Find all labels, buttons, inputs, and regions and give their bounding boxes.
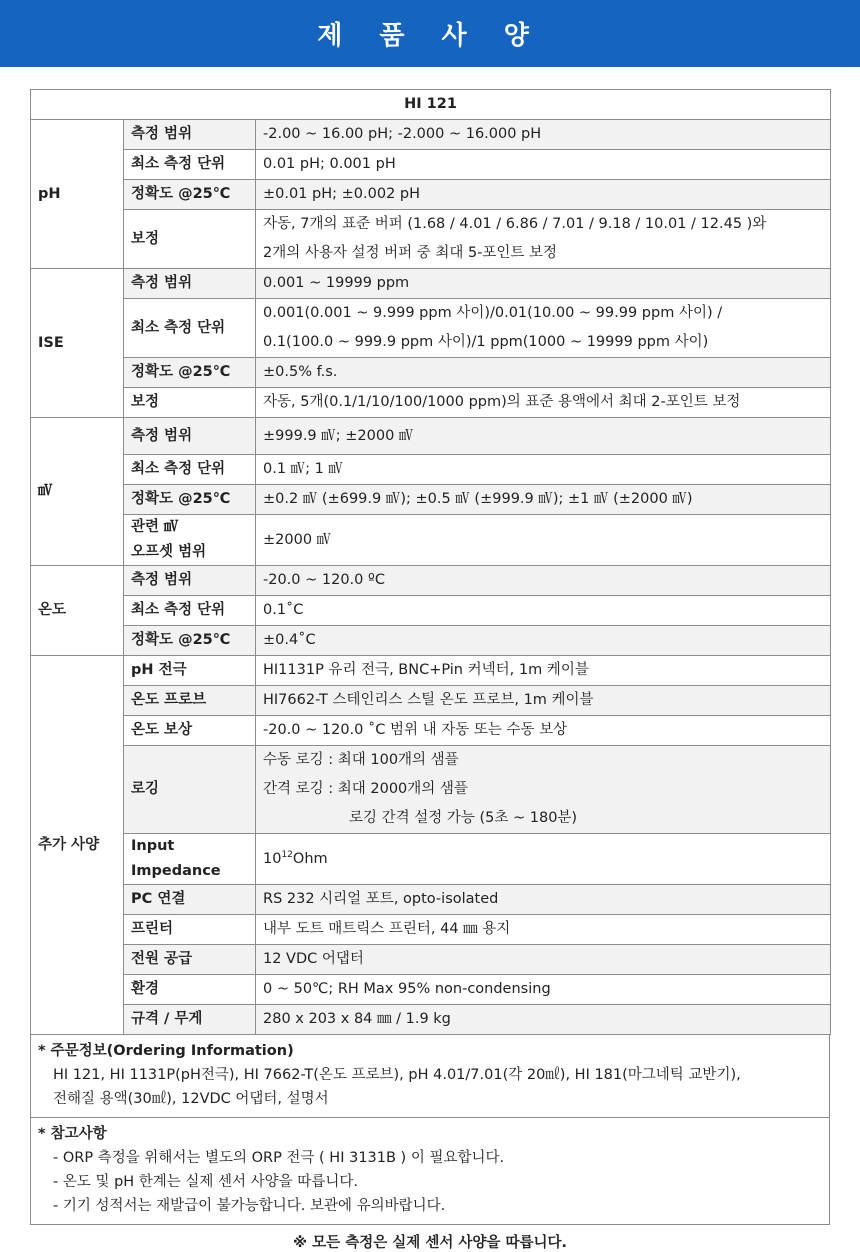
spec-value-line: 0.1(100.0 ~ 999.9 ppm 사이)/1 ppm(1000 ~ 19999 ppm 사이) (263, 334, 709, 350)
spec-label-line: 오프셋 범위 (131, 544, 207, 560)
table-row (31, 418, 831, 455)
table-row (31, 90, 831, 120)
spec-value: -20.0 ~ 120.0 ˚C 범위 내 자동 또는 수동 보상 (256, 716, 831, 746)
table-row (31, 626, 831, 656)
spec-value: ±999.9 ㎷; ±2000 ㎷ (256, 418, 831, 455)
table-row (31, 716, 831, 746)
spec-label: 정확도 @25℃ (124, 180, 256, 210)
spec-value: -20.0 ~ 120.0 ºC (256, 566, 831, 596)
model-header: HI 121 (31, 90, 831, 120)
spec-value: 0.001 ~ 19999 ppm (256, 269, 831, 299)
spec-value (256, 299, 831, 358)
impedance-unit: Ohm (292, 850, 328, 867)
spec-value (256, 746, 831, 834)
spec-value: 0.1 ㎷; 1 ㎷ (256, 455, 831, 485)
ordering-title: * 주문정보(Ordering Information) (38, 1043, 294, 1059)
table-row (31, 566, 831, 596)
spec-label: 정확도 @25℃ (124, 358, 256, 388)
spec-value-line: 자동, 7개의 표준 버퍼 (1.68 / 4.01 / 6.86 / 7.01 / 9.18 / 10.01 / 12.45 )와 (263, 216, 767, 232)
spec-label: 규격 / 무게 (124, 1005, 256, 1035)
table-row (31, 515, 831, 566)
spec-value: ±0.2 ㎷ (±699.9 ㎷); ±0.5 ㎷ (±999.9 ㎷); ±1 ㎷ (±2000 ㎷) (256, 485, 831, 515)
table-row (31, 656, 831, 686)
table-row (31, 596, 831, 626)
spec-label: 측정 범위 (124, 418, 256, 455)
table-row (31, 1005, 831, 1035)
notes-line: - ORP 측정을 위해서는 별도의 ORP 전극 ( HI 3131B ) 이 필요합니다. (53, 1150, 505, 1166)
spec-label: 온도 프로브 (124, 686, 256, 716)
spec-value: ±0.5% f.s. (256, 358, 831, 388)
table-row (31, 150, 831, 180)
reference-notes (30, 1118, 830, 1225)
spec-value: ±0.01 pH; ±0.002 pH (256, 180, 831, 210)
table-row (31, 299, 831, 358)
spec-label: pH 전극 (124, 656, 256, 686)
spec-value: 0.01 pH; 0.001 pH (256, 150, 831, 180)
spec-label-line: 관련 ㎷ (131, 519, 179, 535)
spec-table (30, 89, 831, 1035)
ordering-info (30, 1035, 830, 1118)
spec-label: 최소 측정 단위 (124, 596, 256, 626)
spec-value: -2.00 ~ 16.00 pH; -2.000 ~ 16.000 pH (256, 120, 831, 150)
table-row (31, 358, 831, 388)
table-row (31, 885, 831, 915)
spec-label: 전원 공급 (124, 945, 256, 975)
table-row (31, 455, 831, 485)
spec-label: 정확도 @25℃ (124, 485, 256, 515)
spec-label-line: Input (131, 838, 175, 854)
spec-label: 프린터 (124, 915, 256, 945)
category-ise: ISE (31, 269, 124, 418)
spec-value: HI1131P 유리 전극, BNC+Pin 커넥터, 1m 케이블 (256, 656, 831, 686)
spec-label: 측정 범위 (124, 566, 256, 596)
spec-value: 0.1˚C (256, 596, 831, 626)
table-row (31, 120, 831, 150)
table-row (31, 485, 831, 515)
category-temperature: 온도 (31, 566, 124, 656)
spec-label: 정확도 @25℃ (124, 626, 256, 656)
spec-label: 로깅 (124, 746, 256, 834)
spec-value-line: 수동 로깅 : 최대 100개의 샘플 (263, 752, 459, 768)
spec-label: 보정 (124, 210, 256, 269)
category-ph: pH (31, 120, 124, 269)
spec-label (124, 834, 256, 885)
spec-value: 12 VDC 어댑터 (256, 945, 831, 975)
page-title: 제 품 사 양 (317, 21, 543, 51)
spec-value: 280 x 203 x 84 ㎜ / 1.9 kg (256, 1005, 831, 1035)
spec-label: PC 연결 (124, 885, 256, 915)
footer-note: ※ 모든 측정은 실제 센서 사양을 따릅니다. (292, 1235, 567, 1251)
spec-label: 환경 (124, 975, 256, 1005)
spec-label (124, 515, 256, 566)
spec-label: 최소 측정 단위 (124, 455, 256, 485)
spec-label: 최소 측정 단위 (124, 299, 256, 358)
table-row (31, 834, 831, 885)
category-mv: ㎷ (31, 418, 124, 566)
spec-label-line: Impedance (131, 863, 221, 879)
spec-value: ±2000 ㎷ (256, 515, 831, 566)
spec-value-line: 로깅 간격 설정 가능 (5초 ~ 180분) (349, 810, 578, 826)
table-row (31, 210, 831, 269)
impedance-exponent: 12 (281, 849, 293, 860)
table-row (31, 975, 831, 1005)
notes-line: - 온도 및 pH 한계는 실제 센서 사양을 따릅니다. (53, 1174, 358, 1190)
table-row (31, 746, 831, 834)
spec-label: 측정 범위 (124, 269, 256, 299)
table-row (31, 180, 831, 210)
table-row (31, 686, 831, 716)
spec-label: 온도 보상 (124, 716, 256, 746)
spec-label: 측정 범위 (124, 120, 256, 150)
category-extra: 추가 사양 (31, 656, 124, 1035)
table-row (31, 945, 831, 975)
table-row (31, 388, 831, 418)
spec-value (256, 210, 831, 269)
spec-sheet (30, 89, 830, 1252)
spec-label: 보정 (124, 388, 256, 418)
spec-value: RS 232 시리얼 포트, opto-isolated (256, 885, 831, 915)
spec-value-line: 2개의 사용자 설정 버퍼 중 최대 5-포인트 보정 (263, 245, 558, 261)
spec-value: 자동, 5개(0.1/1/10/100/1000 ppm)의 표준 용액에서 최대 2-포인트 보정 (256, 388, 831, 418)
spec-value: ±0.4˚C (256, 626, 831, 656)
spec-value-line: 간격 로깅 : 최대 2000개의 샘플 (263, 781, 468, 797)
notes-line: - 기기 성적서는 재발급이 불가능합니다. 보관에 유의바랍니다. (53, 1198, 446, 1214)
spec-value: 0 ~ 50℃; RH Max 95% non-condensing (256, 975, 831, 1005)
spec-value-impedance (256, 834, 831, 885)
page-banner (0, 0, 860, 67)
spec-value-line: 0.001(0.001 ~ 9.999 ppm 사이)/0.01(10.00 ~ 99.99 ppm 사이) / (263, 305, 723, 321)
spec-value: 내부 도트 매트릭스 프린터, 44 ㎜ 용지 (256, 915, 831, 945)
ordering-line: HI 121, HI 1131P(pH전극), HI 7662-T(온도 프로브), pH 4.01/7.01(각 20㎖), HI 181(마그네틱 교반기), (53, 1067, 741, 1083)
notes-title: * 참고사항 (38, 1126, 107, 1142)
spec-label: 최소 측정 단위 (124, 150, 256, 180)
table-row (31, 915, 831, 945)
impedance-base: 10 (263, 850, 282, 867)
spec-value: HI7662-T 스테인리스 스틸 온도 프로브, 1m 케이블 (256, 686, 831, 716)
table-row (31, 269, 831, 299)
ordering-line: 전해질 용액(30㎖), 12VDC 어댑터, 설명서 (53, 1091, 329, 1107)
